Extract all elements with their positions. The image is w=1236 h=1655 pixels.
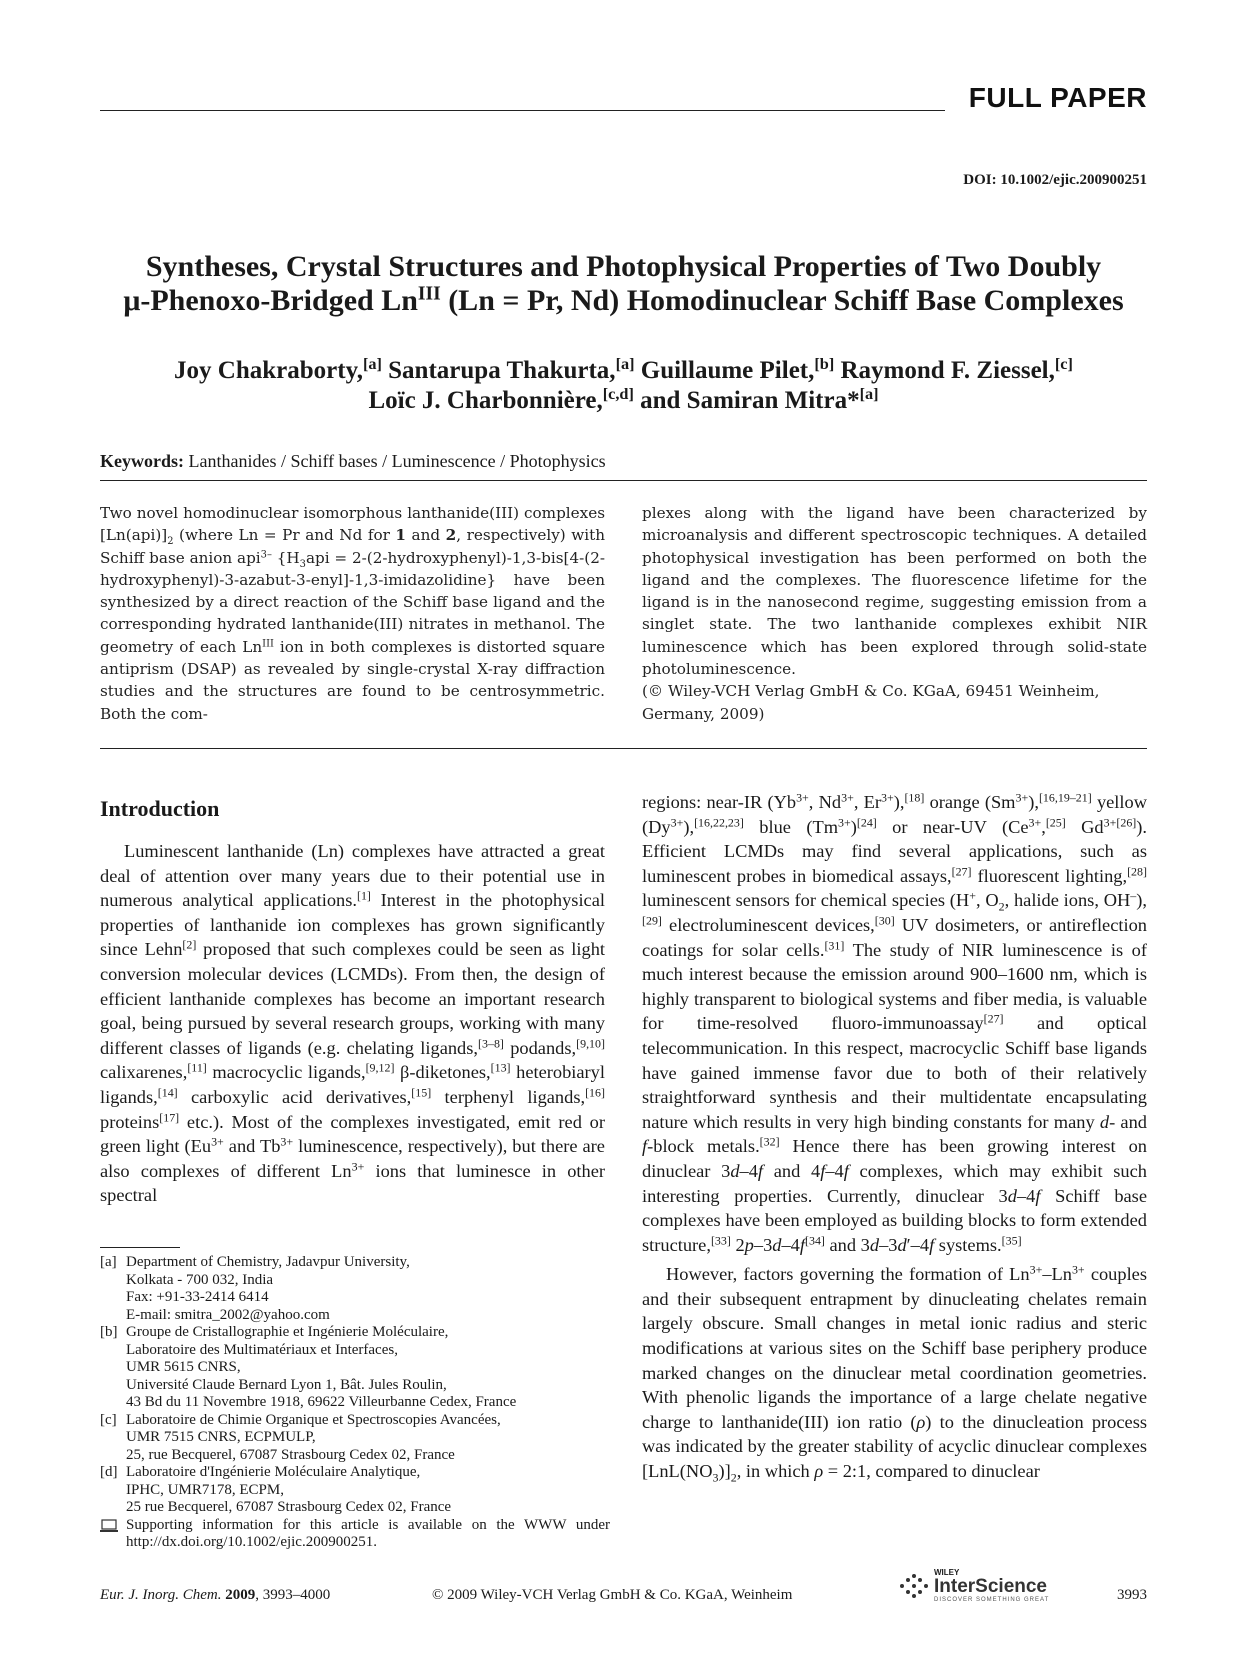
intro-right-column xyxy=(642,790,1147,1484)
supporting-info-icon xyxy=(100,1517,126,1552)
affiliation-item xyxy=(100,1412,610,1465)
doi: DOI: 10.1002/ejic.200900251 xyxy=(963,172,1147,188)
footnote-rule xyxy=(100,1247,180,1248)
paper-title xyxy=(100,250,1147,318)
affiliation-text: Laboratoire d'Ingénierie Moléculaire Analytique, IPHC, UMR7178, ECPM, 25 rue Becquerel, 67087 Strasbourg Cedex 02, France xyxy=(126,1464,452,1515)
affiliation-label: [d] xyxy=(100,1464,118,1480)
affiliation-text: Laboratoire de Chimie Organique et Spectroscopies Avancées, UMR 7515 CNRS, ECPMULP, 25, rue Becquerel, 67087 Strasbourg Cedex 02, France xyxy=(126,1411,501,1463)
affiliation-label: [b] xyxy=(100,1324,118,1340)
affiliation-item xyxy=(100,1324,610,1412)
intro-left-column xyxy=(100,839,605,1208)
author-list xyxy=(100,356,1147,416)
affiliation-label: [c] xyxy=(100,1411,117,1428)
title-line-1: Syntheses, Crystal Structures and Photophysical Properties of Two Doubly xyxy=(145,250,1102,283)
footer-copyright: © 2009 Wiley-VCH Verlag GmbH & Co. KGaA, Weinheim xyxy=(432,1587,793,1603)
abstract-copyright: (© Wiley-VCH Verlag GmbH & Co. KGaA, 69451 Weinheim, Germany, 2009) xyxy=(642,682,1100,723)
author-line-2: Loïc J. Charbonnière,[c,d] and Samiran Mitra*[a] xyxy=(368,385,879,414)
header-rule xyxy=(100,110,945,111)
affiliation-text: Department of Chemistry, Jadavpur University, Kolkata - 700 032, India Fax: +91-33-2414 6414 E-mail: smitra_2002@yahoo.com xyxy=(126,1254,410,1323)
affiliation-text: Supporting information for this article is available on the WWW under http://dx.doi.org/10.1002/ejic.200900251. xyxy=(126,1516,610,1550)
affiliation-text: Groupe de Cristallographie et Ingénierie Moléculaire, Laboratoire des Multimatériaux et Interfaces, UMR 5615 CNRS, Université Claude Bernard Lyon 1, Bât. Jules Roulin, 43 Bd du 11 Novembre 1918, 69622 Villeurbanne Cedex, France xyxy=(126,1324,517,1410)
journal-citation: Eur. J. Inorg. Chem. 2009, 3993–4000 xyxy=(100,1587,331,1603)
page-number: 3993 xyxy=(1117,1587,1147,1603)
affiliation-item xyxy=(100,1517,610,1552)
keywords: Keywords: Lanthanides / Schiff bases / Luminescence / Photophysics xyxy=(100,451,606,471)
intro-paragraph-3: However, factors governing the formation of $Ln^{3+}-Ln^{3+}$ couples and their subsequent entrapment by dinucleating chelates remain largely obscure. Small changes in metal ionic radius and steric modifications at various sites on the Schiff base periphery produce marked changes on the dinuclear metal coordination geometries. With phenolic ligands the importance of a large chelate negative charge to lanthanide(III) ion ratio (ρ) to the dinucleation process was indicated by the greater stability of acyclic dinuclear complexes $[LnL(NO_3)]_2$, in which ρ = 2:1, compared to dinuclear xyxy=(642,1262,1148,1485)
affiliations xyxy=(100,1254,610,1552)
section-label: FULL PAPER xyxy=(968,82,1147,113)
abstract-top-rule xyxy=(100,480,1147,481)
title-line-2: μ-Phenoxo-Bridged $Ln^{III}$ (Ln = Pr, Nd) Homodinuclear Schiff Base Complexes xyxy=(123,283,1124,317)
affiliation-item xyxy=(100,1254,610,1324)
affiliation-label: [a] xyxy=(100,1254,117,1270)
abstract-right: plexes along with the ligand have been characterized by microanalysis and different spectroscopic techniques. A detailed photophysical investigation has been performed on both the ligand and the complexes. The fluorescence lifetime for the ligand is in the nanosecond regime, suggesting emission from a singlet state. The two lanthanide complexes exhibit NIR luminescence which has been explored through solid-state photoluminescence. (© Wiley-VCH Verlag GmbH & Co. KGaA, 69451 Weinheim, Germany, 2009) xyxy=(642,502,1147,725)
author-line-1: Joy Chakraborty,[a] Santarupa Thakurta,[a] Guillaume Pilet,[b] Raymond F. Ziessel,[c] xyxy=(174,355,1073,384)
interscience-logo: WILEY InterScience DISCOVER SOMETHING GREAT xyxy=(890,1566,1070,1606)
intro-paragraph-1: Luminescent lanthanide (Ln) complexes have attracted a great deal of attention over many years due to their potential use in numerous analytical applications.[1] Interest in the photophysical properties of lanthanide ion complexes has grown significantly since Lehn[2] proposed that such complexes could be seen as light conversion molecular devices (LCMDs). From then, the design of efficient lanthanide complexes has become an important research goal, being pursued by several research groups, working with many different classes of ligands (e.g. chelating ligands,[3–8] podands,[9,10] calixarenes,[11] macrocyclic ligands,[9,12] β-diketones,[13] heterobiaryl ligands,[14] carboxylic acid derivatives,[15] terphenyl ligands,[16] proteins[17] etc.). Most of the complexes investigated, emit red or green light ($Eu^{3+}$ and $Tb^{3+}$ luminescence, respectively), but there are also complexes of different $Ln^{3+}$ ions that luminesce in other spectral xyxy=(100,841,606,1206)
abstract-bottom-rule xyxy=(100,748,1147,749)
intro-heading: Introduction xyxy=(100,796,220,821)
affiliation-item xyxy=(100,1464,610,1517)
intro-paragraph-2: regions: near-IR ($Yb^{3+}$, $Nd^{3+}$, $Er^{3+}),[18]$ orange $(Sm^{3+}),[16,19-21]$ yellow $(Dy^{3+}),[16,22,23]$ blue $(Tm^{3+})[24]$ or near-UV ($Ce^{3+},[25]$ $Gd^{3+[26]}$). Efficient LCMDs may find several applications, such as luminescent probes in biomedical assays,[27] fluorescent lighting,[28] luminescent sensors for chemical species (H+, $O_2$, halide ions, OH–),[29] electroluminescent devices,[30] UV dosimeters, or antireflection coatings for solar cells.[31] The study of NIR luminescence is of much interest because the emission around 900–1600 nm, which is highly transparent to biological systems and fiber media, is valuable for time-resolved fluoro-immunoassay[27] and optical telecommunication. In this respect, macrocyclic Schiff base ligands have gained immense favor due to both of their relatively straightforward synthesis and their multidentate encapsulating nature which results in very high binding constants for many d- and f-block metals.[32] Hence there has been growing interest on dinuclear 3d–4f and 4f–4f complexes, which may exhibit such interesting properties. Currently, dinuclear 3d–4f Schiff base complexes have been employed as building blocks to form extended structure,[33] 2p–3d–4f[34] and 3d–3d′–4f systems.[35] xyxy=(642,790,1148,1255)
abstract-left: Two novel homodinuclear isomorphous lanthanide(III) complexes $[Ln(api)]_2$ (where Ln = Pr and Nd for 1 and 2, respectively) with Schiff base anion api$^{3-}$ {$H_3api$ = 2-(2-hydroxyphenyl)-1,3-bis[4-(2-hydroxyphenyl)-3-azabut-3-enyl]-1,3-imidazolidine} have been synthesized by a direct reaction of the Schiff base ligand and the corresponding hydrated lanthanide(III) nitrates in methanol. The geometry of each $Ln^{III}$ ion in both complexes is distorted square antiprism (DSAP) as revealed by single-crystal X-ray diffraction studies and the structures are found to be centrosymmetric. Both the com- xyxy=(100,504,605,723)
